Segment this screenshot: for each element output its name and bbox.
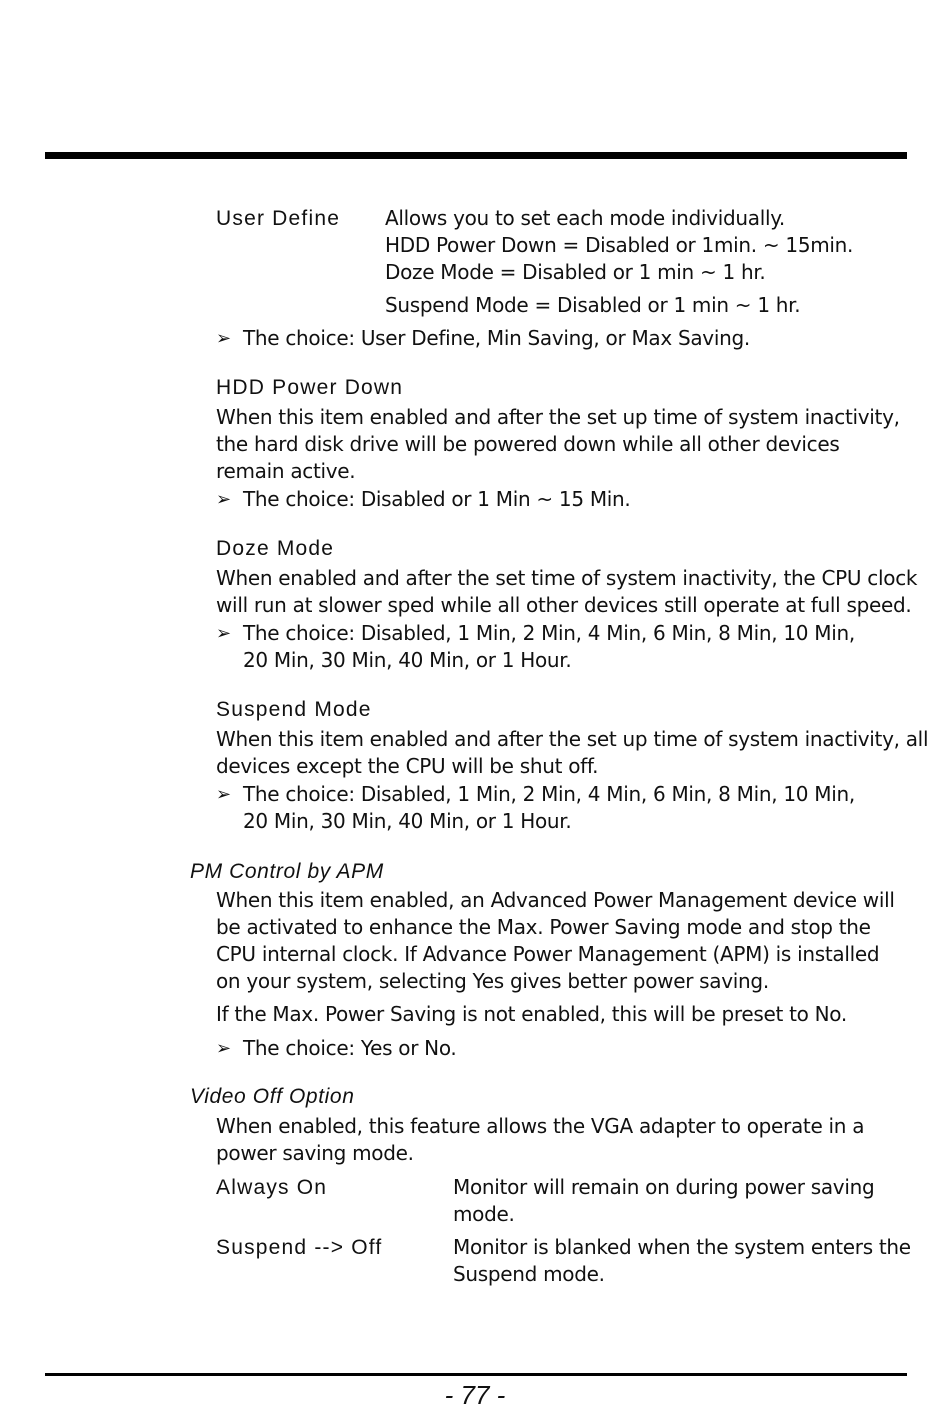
suspend-mode-title: Suspend Mode bbox=[216, 698, 372, 721]
hdd-power-down-line: When this item enabled and after the set up time of system inactivity, bbox=[216, 405, 900, 429]
suspend-mode-line: devices except the CPU will be shut off. bbox=[216, 754, 599, 778]
video-off-line: When enabled, this feature allows the VGA adapter to operate in a bbox=[216, 1114, 865, 1138]
doze-mode-choice: The choice: Disabled, 1 Min, 2 Min, 4 Min, 6 Min, 8 Min, 10 Min, bbox=[243, 621, 855, 645]
option-desc: Monitor will remain on during power saving bbox=[453, 1175, 875, 1199]
user-define-line: Suspend Mode = Disabled or 1 min ~ 1 hr. bbox=[385, 293, 801, 317]
pm-control-note: If the Max. Power Saving is not enabled, this will be preset to No. bbox=[216, 1002, 847, 1026]
user-define-label: User Define bbox=[216, 207, 341, 230]
suspend-mode-choice-cont: 20 Min, 30 Min, 40 Min, or 1 Hour. bbox=[243, 809, 572, 833]
pm-control-line: on your system, selecting Yes gives better power saving. bbox=[216, 969, 769, 993]
hdd-power-down-choice: The choice: Disabled or 1 Min ~ 15 Min. bbox=[243, 487, 631, 511]
user-define-line: Doze Mode = Disabled or 1 min ~ 1 hr. bbox=[385, 260, 766, 284]
bullet-arrow-icon: ➢ bbox=[216, 623, 232, 644]
bullet-arrow-icon: ➢ bbox=[216, 784, 232, 805]
user-define-line: Allows you to set each mode individually. bbox=[385, 206, 785, 230]
video-off-title: Video Off Option bbox=[190, 1085, 355, 1108]
option-label-always-on: Always On bbox=[216, 1176, 328, 1199]
pm-control-title: PM Control by APM bbox=[190, 860, 384, 883]
doze-mode-title: Doze Mode bbox=[216, 537, 335, 560]
user-define-line: HDD Power Down = Disabled or 1min. ~ 15min. bbox=[385, 233, 854, 257]
hdd-power-down-title: HDD Power Down bbox=[216, 376, 404, 399]
pm-control-line: CPU internal clock. If Advance Power Management (APM) is installed bbox=[216, 942, 880, 966]
pm-control-line: be activated to enhance the Max. Power Saving mode and stop the bbox=[216, 915, 871, 939]
video-off-line: power saving mode. bbox=[216, 1141, 414, 1165]
pm-control-choice: The choice: Yes or No. bbox=[243, 1036, 457, 1060]
option-desc: Monitor is blanked when the system enters the bbox=[453, 1235, 911, 1259]
option-label-suspend-off: Suspend --> Off bbox=[216, 1236, 383, 1259]
pm-control-line: When this item enabled, an Advanced Power Management device will bbox=[216, 888, 895, 912]
bullet-arrow-icon: ➢ bbox=[216, 489, 232, 510]
doze-mode-line: will run at slower sped while all other devices still operate at full speed. bbox=[216, 593, 912, 617]
top-rule bbox=[45, 152, 907, 159]
suspend-mode-choice: The choice: Disabled, 1 Min, 2 Min, 4 Min, 6 Min, 8 Min, 10 Min, bbox=[243, 782, 855, 806]
option-desc-cont: Suspend mode. bbox=[453, 1262, 605, 1286]
doze-mode-line: When enabled and after the set time of system inactivity, the CPU clock bbox=[216, 566, 918, 590]
page-number: - 77 - bbox=[444, 1380, 506, 1410]
bullet-arrow-icon: ➢ bbox=[216, 1038, 232, 1059]
option-desc-cont: mode. bbox=[453, 1202, 515, 1226]
hdd-power-down-line: the hard disk drive will be powered down while all other devices bbox=[216, 432, 840, 456]
doze-mode-choice-cont: 20 Min, 30 Min, 40 Min, or 1 Hour. bbox=[243, 648, 572, 672]
user-define-choice: The choice: User Define, Min Saving, or Max Saving. bbox=[243, 326, 750, 350]
bullet-arrow-icon: ➢ bbox=[216, 328, 232, 349]
hdd-power-down-line: remain active. bbox=[216, 459, 356, 483]
bottom-rule bbox=[45, 1373, 907, 1376]
suspend-mode-line: When this item enabled and after the set up time of system inactivity, all bbox=[216, 727, 929, 751]
